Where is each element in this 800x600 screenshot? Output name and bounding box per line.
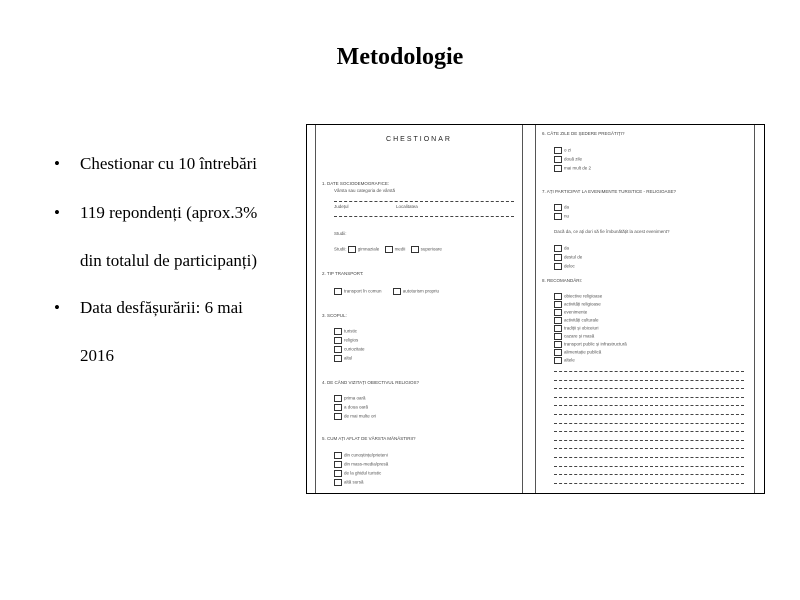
option-label: activități religioase	[564, 301, 601, 307]
answer-line	[554, 431, 744, 432]
question-label: 2. TIP TRANSPORT:	[322, 271, 364, 276]
option-label: activități culturale	[564, 317, 599, 323]
answer-line	[554, 380, 744, 381]
option-label: tradiții și obiceiuri	[564, 325, 599, 331]
questionnaire-page-left	[315, 125, 523, 493]
option-label: de mai multe ori	[344, 413, 377, 419]
checkbox[interactable]	[334, 328, 342, 335]
answer-line	[554, 457, 744, 458]
field-label: Localitatea	[396, 204, 418, 209]
option	[554, 204, 569, 211]
question-label: 3. SCOPUL:	[322, 313, 347, 318]
option-label: curiozitate	[344, 346, 365, 352]
checkbox[interactable]	[554, 245, 562, 252]
option	[334, 461, 388, 468]
option	[554, 357, 575, 364]
checkbox[interactable]	[554, 301, 562, 308]
answer-line	[334, 201, 514, 202]
bullet-text: Data desfășurării: 6 mai	[80, 298, 243, 317]
checkbox[interactable]	[334, 288, 342, 295]
checkbox[interactable]	[554, 293, 562, 300]
option	[334, 452, 388, 459]
option	[334, 346, 365, 353]
checkbox[interactable]	[554, 357, 562, 364]
option	[554, 263, 575, 270]
option	[554, 333, 594, 340]
option	[334, 337, 358, 344]
option	[554, 245, 569, 252]
option	[554, 317, 599, 324]
checkbox[interactable]	[334, 479, 342, 486]
bullet-dot: •	[54, 203, 60, 222]
option-label: altele	[564, 357, 575, 363]
option-label: turistic	[344, 328, 358, 334]
answer-line	[554, 448, 744, 449]
checkbox[interactable]	[334, 395, 342, 402]
bullet-item	[54, 203, 257, 223]
checkbox[interactable]	[334, 452, 342, 459]
answer-line	[554, 423, 744, 424]
option-label: gimnaziale	[357, 246, 380, 252]
answer-line	[554, 483, 744, 484]
answer-line	[554, 466, 744, 467]
answer-line	[554, 440, 744, 441]
bullet-text: 119 repondenți (aprox.3%	[80, 203, 258, 222]
question-label: 7. AȚI PARTICIPAT LA EVENIMENTE TURISTICE - RELIGIOASE?	[542, 189, 677, 194]
option-label: prima oară	[344, 395, 366, 401]
option-label: medii	[394, 246, 406, 252]
option-label: de la ghidul turistic	[344, 470, 382, 476]
checkbox[interactable]	[334, 346, 342, 353]
option-label: din mass-media/presă	[344, 461, 389, 467]
answer-line	[554, 474, 744, 475]
answer-line	[554, 388, 744, 389]
option	[554, 165, 591, 172]
checkbox[interactable]	[411, 246, 419, 253]
option	[334, 395, 366, 402]
option	[334, 413, 376, 420]
field-label: Studii:	[334, 231, 347, 236]
checkbox[interactable]	[554, 204, 562, 211]
question-label: 1. DATE SOCIODEMOGRAFICE:	[322, 181, 390, 186]
option-label: altul	[344, 355, 353, 361]
option-label: din cunoștințe/prieteni	[344, 452, 388, 458]
option	[554, 349, 601, 356]
bullet-dot: •	[54, 298, 60, 317]
option	[554, 301, 601, 308]
question-label: 6. CÂTE ZILE DE ȘEDERE PREGĂTIȚI?	[542, 131, 625, 136]
answer-line	[554, 371, 744, 372]
slide-title: Metodologie	[336, 44, 464, 70]
option-label: mai mult de 2	[564, 165, 592, 171]
answer-line	[554, 405, 744, 406]
answer-line	[334, 216, 514, 217]
option	[554, 309, 587, 316]
bullet-text: Chestionar cu 10 întrebări	[80, 154, 258, 173]
questionnaire-image	[306, 124, 765, 494]
checkbox[interactable]	[554, 156, 562, 163]
option-label: nu	[564, 213, 570, 219]
checkbox[interactable]	[554, 341, 562, 348]
questionnaire-page-right	[535, 125, 755, 493]
option-label: autoturism propriu	[402, 288, 440, 294]
option-label: destul de	[564, 254, 583, 260]
checkbox[interactable]	[334, 404, 342, 411]
question-label: 8. RECOMANDĂRI:	[542, 278, 583, 283]
checkbox[interactable]	[393, 288, 401, 295]
option	[554, 341, 627, 348]
option	[334, 328, 357, 335]
checkbox[interactable]	[334, 461, 342, 468]
checkbox[interactable]	[554, 349, 562, 356]
bullet-item	[54, 154, 257, 174]
option-label: obiective religioase	[564, 293, 603, 299]
option-label: superioare	[420, 246, 442, 252]
checkbox[interactable]	[334, 355, 342, 362]
option-label: o zi	[564, 147, 572, 153]
checkbox[interactable]	[554, 325, 562, 332]
bullet-item	[54, 298, 243, 318]
option	[334, 288, 439, 295]
option-label: transport public și infrastructură	[564, 341, 627, 347]
studii-options	[334, 246, 442, 253]
option-label: deloc	[564, 263, 575, 269]
questionnaire-title: CHESTIONAR	[386, 136, 452, 143]
bullet-dot: •	[54, 154, 60, 173]
checkbox[interactable]	[554, 263, 562, 270]
option	[334, 355, 352, 362]
checkbox[interactable]	[554, 317, 562, 324]
checkbox[interactable]	[334, 413, 342, 420]
checkbox[interactable]	[385, 246, 393, 253]
option-label: transport în comun	[344, 288, 382, 294]
field-label: Studii:	[334, 246, 347, 252]
answer-line	[554, 397, 744, 398]
option-label: cazare și masă	[564, 333, 595, 339]
option-label: evenimente	[564, 309, 588, 315]
option-label: a doua oară	[344, 404, 369, 410]
option	[554, 156, 582, 163]
checkbox[interactable]	[554, 165, 562, 172]
question-label: 5. CUM AȚI AFLAT DE VÂRSTA MĂNĂSTIRII?	[322, 436, 416, 441]
option-label: da	[564, 204, 570, 210]
option	[334, 404, 368, 411]
option	[554, 213, 569, 220]
question-label: 4. DE CÂND VIZITAȚI OBIECTIVUL RELIGIOS?	[322, 380, 420, 385]
answer-line	[554, 414, 744, 415]
question-sub: Vârsta sau categoria de vârstă	[334, 188, 396, 193]
field-label: Județul	[334, 204, 349, 209]
option-label: religios	[344, 337, 359, 343]
option	[334, 479, 364, 486]
option-label: altă sursă	[344, 479, 364, 485]
checkbox[interactable]	[554, 254, 562, 261]
option	[554, 254, 582, 261]
bullet-continuation: 2016	[80, 346, 114, 365]
bullet-continuation: din totalul de participanți)	[80, 251, 258, 270]
option-label: da	[564, 245, 570, 251]
option-label: două zile	[564, 156, 583, 162]
option	[554, 325, 599, 332]
checkbox[interactable]	[554, 213, 562, 220]
checkbox[interactable]	[348, 246, 356, 253]
checkbox[interactable]	[554, 147, 562, 154]
question-sub: Dacă da, ce ați dori să fie îmbunătățit la acest eveniment?	[554, 229, 670, 234]
option	[554, 147, 571, 154]
checkbox[interactable]	[554, 309, 562, 316]
option	[334, 470, 381, 477]
checkbox[interactable]	[334, 337, 342, 344]
checkbox[interactable]	[334, 470, 342, 477]
option-label: alimentație publică	[564, 349, 602, 355]
checkbox[interactable]	[554, 333, 562, 340]
option	[554, 293, 602, 300]
